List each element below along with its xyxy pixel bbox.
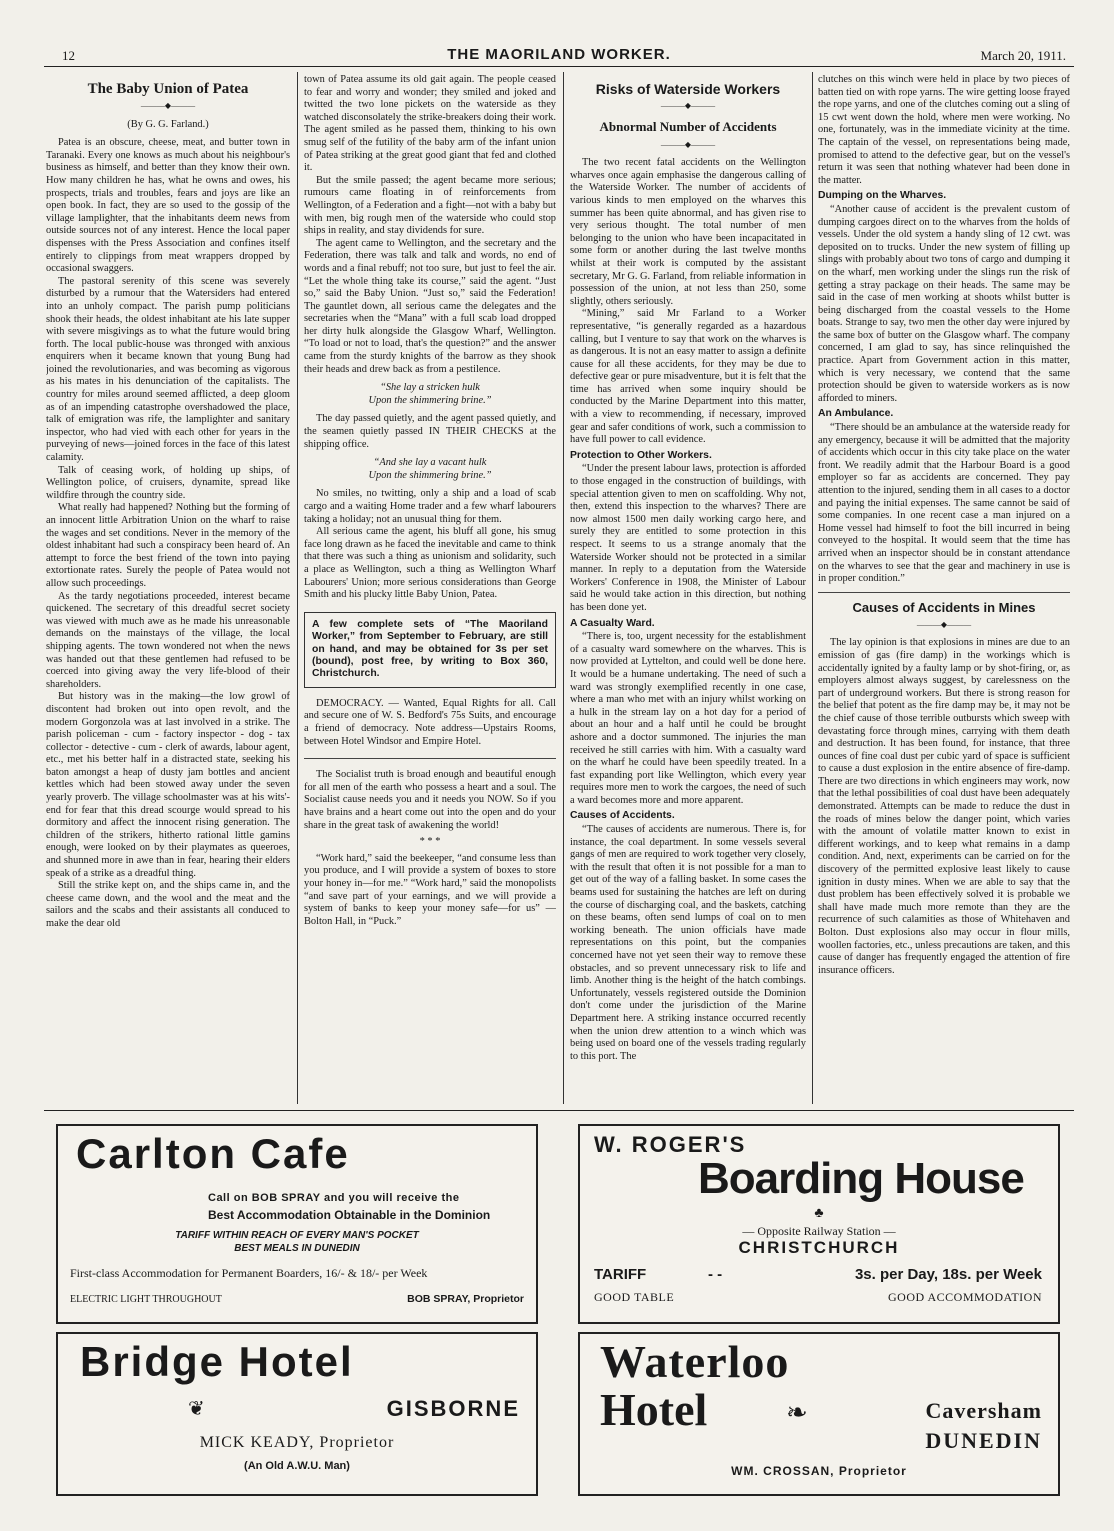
- paragraph: Talk of ceasing work, of holding up ships, of Wellington police, of cruisers, dynamite, spread like wildfire through the country side.: [46, 464, 290, 501]
- ad-title: Boarding House: [698, 1154, 1024, 1203]
- paragraph: “The causes of accidents are numerous. There is, for instance, the coal department. In some vessels several gangs of men are required to work together very closely, with the result that often it is not possible for a man to get out of the way of a falling basket. In some cases the beams used for sustaining the hatches are left on during the course of discharging coal, and the baskets, catching on these beams, often send lumps of coal on to men working beneath. The union officials have made representations on this point, but the companies concerned have not yet seen their way to remove these obstacles, and so prevent unnecessary risk to life and limb. Another thing is the height of the hatch combings. Unfortunately, vessels registered outside the Dominion don't come under the jurisdiction of the Marine Department here. A striking instance occurred recently when the union drew attention to a winch which was being used on board one of the vessels trading regularly to this port. The: [570, 824, 806, 1062]
- ornament-rule: ———◆———: [916, 619, 972, 629]
- article-subtitle: Abnormal Number of Accidents: [599, 118, 777, 134]
- verse: [304, 457, 556, 482]
- ad-text: GOOD ACCOMMODATION: [887, 1290, 1042, 1304]
- article-waterside-risks: [570, 74, 806, 1104]
- article-continuation-mines: [818, 74, 1070, 1104]
- ad-text: Best Accommodation Obtainable in the Dominion: [208, 1208, 491, 1222]
- paragraph: “Under the present labour laws, protection is afforded to those engaged in the construction of buildings, with special attention given to men on scaffolding. Why not, then, extend this inspection to the wharves? There are now almost 1500 men daily working cargo here, and surely they are entitled to some protection in this respect. It seems to us a strange anomaly that the Waterside Worker should not be protected in a similar manner. In reply to a deputation from the Waterside Workers' Conference in 1908, the Minister of Labour said he would take action in this direction, but nothing has been done yet.: [570, 463, 806, 613]
- ad-waterloo-hotel: [578, 1332, 1060, 1496]
- header-rule: [44, 66, 1074, 67]
- ad-rogers-boarding-house: [578, 1124, 1060, 1324]
- separator: [818, 592, 1070, 593]
- byline: (By G. G. Farland.): [127, 118, 209, 130]
- ornament-rule: ———◆———: [140, 101, 196, 110]
- paragraph: The day passed quietly, and the agent passed quietly, and the seamen quietly passed IN THEIR CHECKS at the shipping office.: [304, 413, 556, 450]
- page-header: [44, 44, 1074, 64]
- ad-text: ELECTRIC LIGHT THROUGHOUT: [70, 1294, 222, 1305]
- column-divider: [297, 72, 298, 1104]
- ad-text: GISBORNE: [386, 1396, 520, 1421]
- paragraph: All serious came the agent, his bluff all gone, his smug face long drawn as he faced the inevitable and came to think that there was such a thing as unionism and solidarity, such a place as Wellington, such a thing as Wellington Wharf Labourers' Union; more serious considerations than George Smith and his plucky little Baby Union, Patea.: [304, 526, 556, 601]
- section-heading: Protection to Other Workers.: [570, 449, 712, 461]
- ads-rule: [44, 1110, 1074, 1111]
- ad-text: WM. CROSSAN, Proprietor: [731, 1464, 907, 1478]
- verse-line: Upon the shimmering brine.”: [368, 394, 492, 406]
- ad-text: MICK KEADY, Proprietor: [199, 1434, 395, 1451]
- ornament-rule: ———◆———: [660, 101, 716, 110]
- ad-title: Hotel: [600, 1384, 708, 1435]
- page-number: 12: [62, 48, 75, 63]
- ad-text: First-class Accommodation for Permanent Boarders, 16/- & 18/- per Week: [70, 1266, 428, 1280]
- separator: [304, 758, 556, 759]
- ad-text: CHRISTCHURCH: [738, 1238, 900, 1257]
- paragraph: No smiles, no twitting, only a ship and a load of scab cargo and a waiting Home trader and a few wharf labourers taking a holiday; not an unusual thing for them.: [304, 488, 556, 525]
- ad-carlton-cafe: [56, 1124, 538, 1324]
- clover-icon: ♣: [814, 1206, 824, 1221]
- paragraph: Still the strike kept on, and the ships came in, and the cheese came down, and the wool and the meat and the sailors and the scabs and their assistants all conduced to make the dear old: [46, 880, 290, 929]
- paragraph: town of Patea assume its old gait again. The people ceased to fear and worry and wonder; they smiled and joked and twitted the two lone pickets on the waterside as they watched disconsolately the strike-breakers doing their work. The agent smiled as he passed them, thinking to his own smug self of the futility of the baby arm of the infant union of Patea striking at the great good giant that fed and clothed it.: [304, 74, 556, 174]
- paragraph: clutches on this winch were held in place by two pieces of batten tied on with rope yarns. The wire getting loose frayed the rope yarns, and one of the clutches coming out a sling of 15 cwt went down the hold, where men were working. No one, fortunately, was in the immediate vicinity at the time. The captain of the vessel, on representations being made, promised to attend to the defective gear, but on the vessel's return it was seen that nothing whatever had been done in the matter.: [818, 74, 1070, 186]
- ornament-rule: ———◆———: [660, 139, 716, 149]
- paragraph: But history was in the making—the low growl of discontent had broken out into open revolt, and the modern Gorgonzola was at last involved in a strike. The parish policeman - cum - factory inspector - dog - tax collector - detective - cum - clerk of awards, labour agent, etc., met his better half in a distracted state, seeking his baton amongst a heap of dusty jam bottles and ancient kettles which had been stowed away under the seven yearly proverb. The village schoolmaster was at his wits'-end for fear that this dread scourge would spread to his dormitory and affect the innocent rising generation. The children of the strikers, hitherto rational little gamins enough, were looked on by their playmates as queeroes, and shunned more in awe than in fear, hearing their elders speak of a strike as a dreadful thing.: [46, 691, 290, 879]
- ad-text: BOB SPRAY, Proprietor: [407, 1293, 524, 1305]
- paragraph: The lay opinion is that explosions in mines are due to an emission of gas (fire damp) in the workings which is accidentally ignited by a faulty lamp or by shot-firing, or, as employers almost always suggest, by carelessness on the part of underground workers. But there is strong reason for the belief that potent as the fire damp may be, it may not be the chief cause of those terrible outbursts which sweep with devastating force through mines, carrying with them death and destruction. It has been found, for instance, that three ounces of fine coal dust per cubic yard of space is sufficient to cause a dust explosion in the entire absence of fire-damp. There are two directions in which engineers may work, now that the lethal possibilities of coal dust have been adequately demonstrated. Attempts can be made to reduce the dust in the roads of mines below the danger point, which varies with the amount of volatile matter known to exist in different workings, and to keep what remains in a damp condition. And, next, experiments can be carried on for the discovery of the permitted explosive least likely to cause ignition in dusty mines. When we are able to say that the dust problem has been effectively solved it is probable we shall have made much more remote than they are the recurrence of such calamities as those of Whitehaven and Bolton. Dust explosions also may occur in flour mills, woollen factories, etc., unless precautions are taken, and this cause of danger has frequently engaged the attention of fire insurance officers.: [818, 637, 1070, 976]
- ad-title: W. ROGER'S: [594, 1132, 747, 1157]
- section-heading: An Ambulance.: [818, 408, 894, 420]
- masthead: THE MAORILAND WORKER.: [447, 46, 671, 63]
- democracy-ad: DEMOCRACY. — Wanted, Equal Rights for all. Call and secure one of W. S. Bedford's 75s Suits, and encourage a friend of democracy. Note address—Upstairs Rooms, between Hotel Windsor and Empire Hotel.: [304, 697, 556, 747]
- paragraph: The two recent fatal accidents on the Wellington wharves once again emphasise the dangerous calling of the Waterside Worker. The number of accidents of various kinds to men employed on the wharves this summer has been quite abnormal, and has given rise to very serious thought. The total number of men belonging to the union who have been incapacitated in some form or another during the last twelve months whilst at their work is computed by the assistant secretary, Mr G. G. Farland, from reliable information in possession of the union, at not less than 250, some slightly, others seriously.: [570, 157, 806, 307]
- paragraph: “Another cause of accident is the prevalent custom of dumping cargoes direct on to the wharves from the holds of vessels. Under the old system a handy sling of 12 cwt. was deposited on to trucks. Under the new system of filling up slings with probably about two tons of cargo and dumping it on the wharf, men working under the slings run the risk of getting a stray package on their heads. The same may be said in the case of men working at shoots whilst butter is being discharged from the coastal vessels to the Home boats. Strange to say, two men the other day were injured by the same box of butter on the Glasgow wharf. The company concerned, I am glad to say, has since relinquished the practice. Apart from Government action in this matter, which is very necessary, we contend that the same protection should be given to waterside workers as is now afforded to miners.: [818, 203, 1070, 404]
- section-heading: Dumping on the Wharves.: [818, 190, 947, 202]
- verse-line: “She lay a stricken hulk: [380, 382, 480, 394]
- ad-text: — Opposite Railway Station —: [742, 1224, 896, 1238]
- ad-title: Bridge Hotel: [80, 1338, 354, 1385]
- ornament-icon: ❦: [188, 1398, 205, 1420]
- paragraph: But the smile passed; the agent became more serious; rumours came floating in of reinforcements from Wellington, of a Federation and a fight—not with a baby but with men, big rough men of the waterside who could stop ships in reality, and stay dividends for sure.: [304, 174, 556, 237]
- back-issues-notice: A few complete sets of “The Maoriland Worker,” from September to February, are still on hand, and may be obtained for 3s per set (bound), post free, by writing to Box 360, Christchurch.: [304, 612, 556, 688]
- socialist-note: The Socialist truth is broad enough and beautiful enough for all men of the earth who possess a heart and a soul. The Socialist cause needs you and it needs you NOW. So if you have brains and a heart come out into the open and do your share in the great task of awakening the world!: [304, 769, 556, 831]
- paragraph: “There should be an ambulance at the waterside ready for any emergency, because it will be admitted that the majority of accidents which occur in this city take place on the water front. We readily admit that the Harbour Board is a good employer so far as accidents are concerned. They pay attention to the injured, sending them in all cases to a doctor and paying the initial expenses. The same cannot be said of some companies. In one recent case a man injured on a Home vessel had himself to foot the bill incurred in being conveyed to the hospital. It would seem that the time has arrived when an inspector should be in constant attendance on the wharves to see that the gear and machinery in use is in proper condition.”: [818, 422, 1070, 585]
- paragraph: “Mining,” said Mr Farland to a Worker representative, “is generally regarded as a hazardous calling, but I venture to say that work on the wharves is as dangerous. It is not an easy matter to assign a definite cause for all these accidents, for they may be due to defective gear or pure misadventure, but it is felt that the time has arrived when some inquiry should be conducted by the Marine Department into this matter, with a view to recommending, if necessary, improved gear and safer conditions of work, such a commission to have full power to call evidence.: [570, 308, 806, 446]
- ad-text: Call on BOB SPRAY and you will receive the: [208, 1192, 460, 1204]
- section-heading: A Casualty Ward.: [570, 617, 655, 629]
- ad-text: BEST MEALS IN DUNEDIN: [234, 1243, 360, 1254]
- ad-text: GOOD TABLE: [594, 1290, 675, 1304]
- paragraph: As the tardy negotiations proceeded, interest became quickened. The secretary of this dreadful secret society was viewed with much awe as he made his unreasonable demands on the mainstays of the village, the local shipping agents. The town wondered not when the news was handed out that these gentlemen had refused to be coerced into giving away the very life-blood of their shareholders.: [46, 590, 290, 690]
- ad-text: DUNEDIN: [925, 1428, 1042, 1453]
- ad-title: Waterloo: [600, 1336, 790, 1387]
- verse-line: “And she lay a vacant hulk: [373, 457, 487, 469]
- paragraph: Patea is an obscure, cheese, meat, and butter town in Taranaki. Every one knows as much about his neighbour's business as himself, and better than they know their own. How many children he has, what he owns and owes, his prospects, trials and troubles, fears and joys are like an open book. In fact, they are so used to the gossip of the village lamplighter, that the inhabitants deem news from outside sources not of any interest. Hence the local paper dispenses with the Press Association and confines itself entirely to clippings from meat wrappers dropped by occasional swaggers.: [46, 137, 290, 275]
- issue-date: March 20, 1911.: [980, 48, 1066, 63]
- paragraph: The agent came to Wellington, and the secretary and the Federation, there was talk and talk and words, no end of words and a final rebuff; not too sure, but just to feel the air. “Let the whole thing take its course,” said the agent. “Just so,” said the Baby Union. “Just so,” said the Federation! The gauntlet down, all serious came the delegates and the secretaries when the “Mana” with a full scab load dropped her dirty hulk alongside the Glasgow Wharf, Wellington. “To load or not to load, that's the question?” and the answer came from the sturdy knights of the barrow as they shook their heads and drew back as from a pestilence.: [304, 237, 556, 375]
- article-title: The Baby Union of Patea: [87, 81, 249, 97]
- work-hard-quote: “Work hard,” said the beekeeper, “and consume less than you produce, and I will provide a system of boxes to store your honey in—for me.” “Work hard,” said the monopolists “and save part of your earnings, and we will provide a system of banks to keep your money safe—for us” — Bolton Hall, in “Puck.”: [304, 852, 556, 927]
- ad-text: 3s. per Day, 18s. per Week: [854, 1266, 1042, 1283]
- article-title: Causes of Accidents in Mines: [852, 599, 1036, 615]
- paragraph: What really had happened? Nothing but the forming of an innocent little Arbitration Union on the wharf to raise the wages and set conditions. Never in the memory of the oldest inhabitant had such a conspiracy been heard of. An attempt to force the best friend of the town into paying extortionate rates. Surely the people of Patea would not allow such proceedings.: [46, 502, 290, 589]
- ad-title: Carlton Cafe: [76, 1130, 350, 1177]
- stars-divider: * * *: [419, 836, 441, 848]
- article-title: Risks of Waterside Workers: [595, 81, 781, 97]
- column-divider: [812, 72, 813, 1104]
- section-heading: Causes of Accidents.: [570, 810, 675, 822]
- paragraph: “There is, too, urgent necessity for the establishment of a casualty ward somewhere on the wharves. This is now provided at Lyttelton, and could well be done here. It would be a humane undertaking. The need of such a ward was strongly exemplified recently in one case, where a man who met with an injury whilst working on a hulk in the stream lay on a hot day for a period of about an hour and a half until he could be brought ashore and a doctor summoned. The injuries the man received he still carries with him. With a casualty ward on the wharf he could have been speedily treated. In a fast expanding port like Wellington, which every year requires more men to work the cargoes, the need of such a ward becomes more and more apparent.: [570, 631, 806, 806]
- ad-text: TARIFF WITHIN REACH OF EVERY MAN'S POCKET: [175, 1230, 419, 1241]
- ad-text: (An Old A.W.U. Man): [244, 1460, 350, 1472]
- ad-text: Caversham: [925, 1398, 1042, 1423]
- column-divider: [563, 72, 564, 1104]
- article-baby-union: [46, 74, 290, 1104]
- article-continuation: [304, 74, 556, 1104]
- leaf-icon: ❧: [786, 1398, 808, 1427]
- verse: [304, 382, 556, 407]
- ad-text: - -: [708, 1266, 723, 1283]
- ad-bridge-hotel: [56, 1332, 538, 1496]
- verse-line: Upon the shimmering brine.”: [368, 469, 492, 481]
- paragraph: The pastoral serenity of this scene was severely disturbed by a rumour that the Watersiders had entered into an unholy compact. The parish pump politicians shook their heads, the oldest inhabitant ate his late supper with severe misgivings as to what the future would bring forth. The local public-house was thronged with anxious enquirers when it became known that young Bung had joined the revolutionaries, and was becoming as vigorous as his mates in his denunciation of the capitalists. The country for miles around seemed afflicted, a deep gloom as of an impending catastrophe overshadowed the place, talk of emigration was rife, the lamplighter and sanitary inspector, who had vied with each other for years in the purveying of news—joined forces in the face of this latest calamity.: [46, 275, 290, 464]
- ad-text: TARIFF: [594, 1266, 647, 1283]
